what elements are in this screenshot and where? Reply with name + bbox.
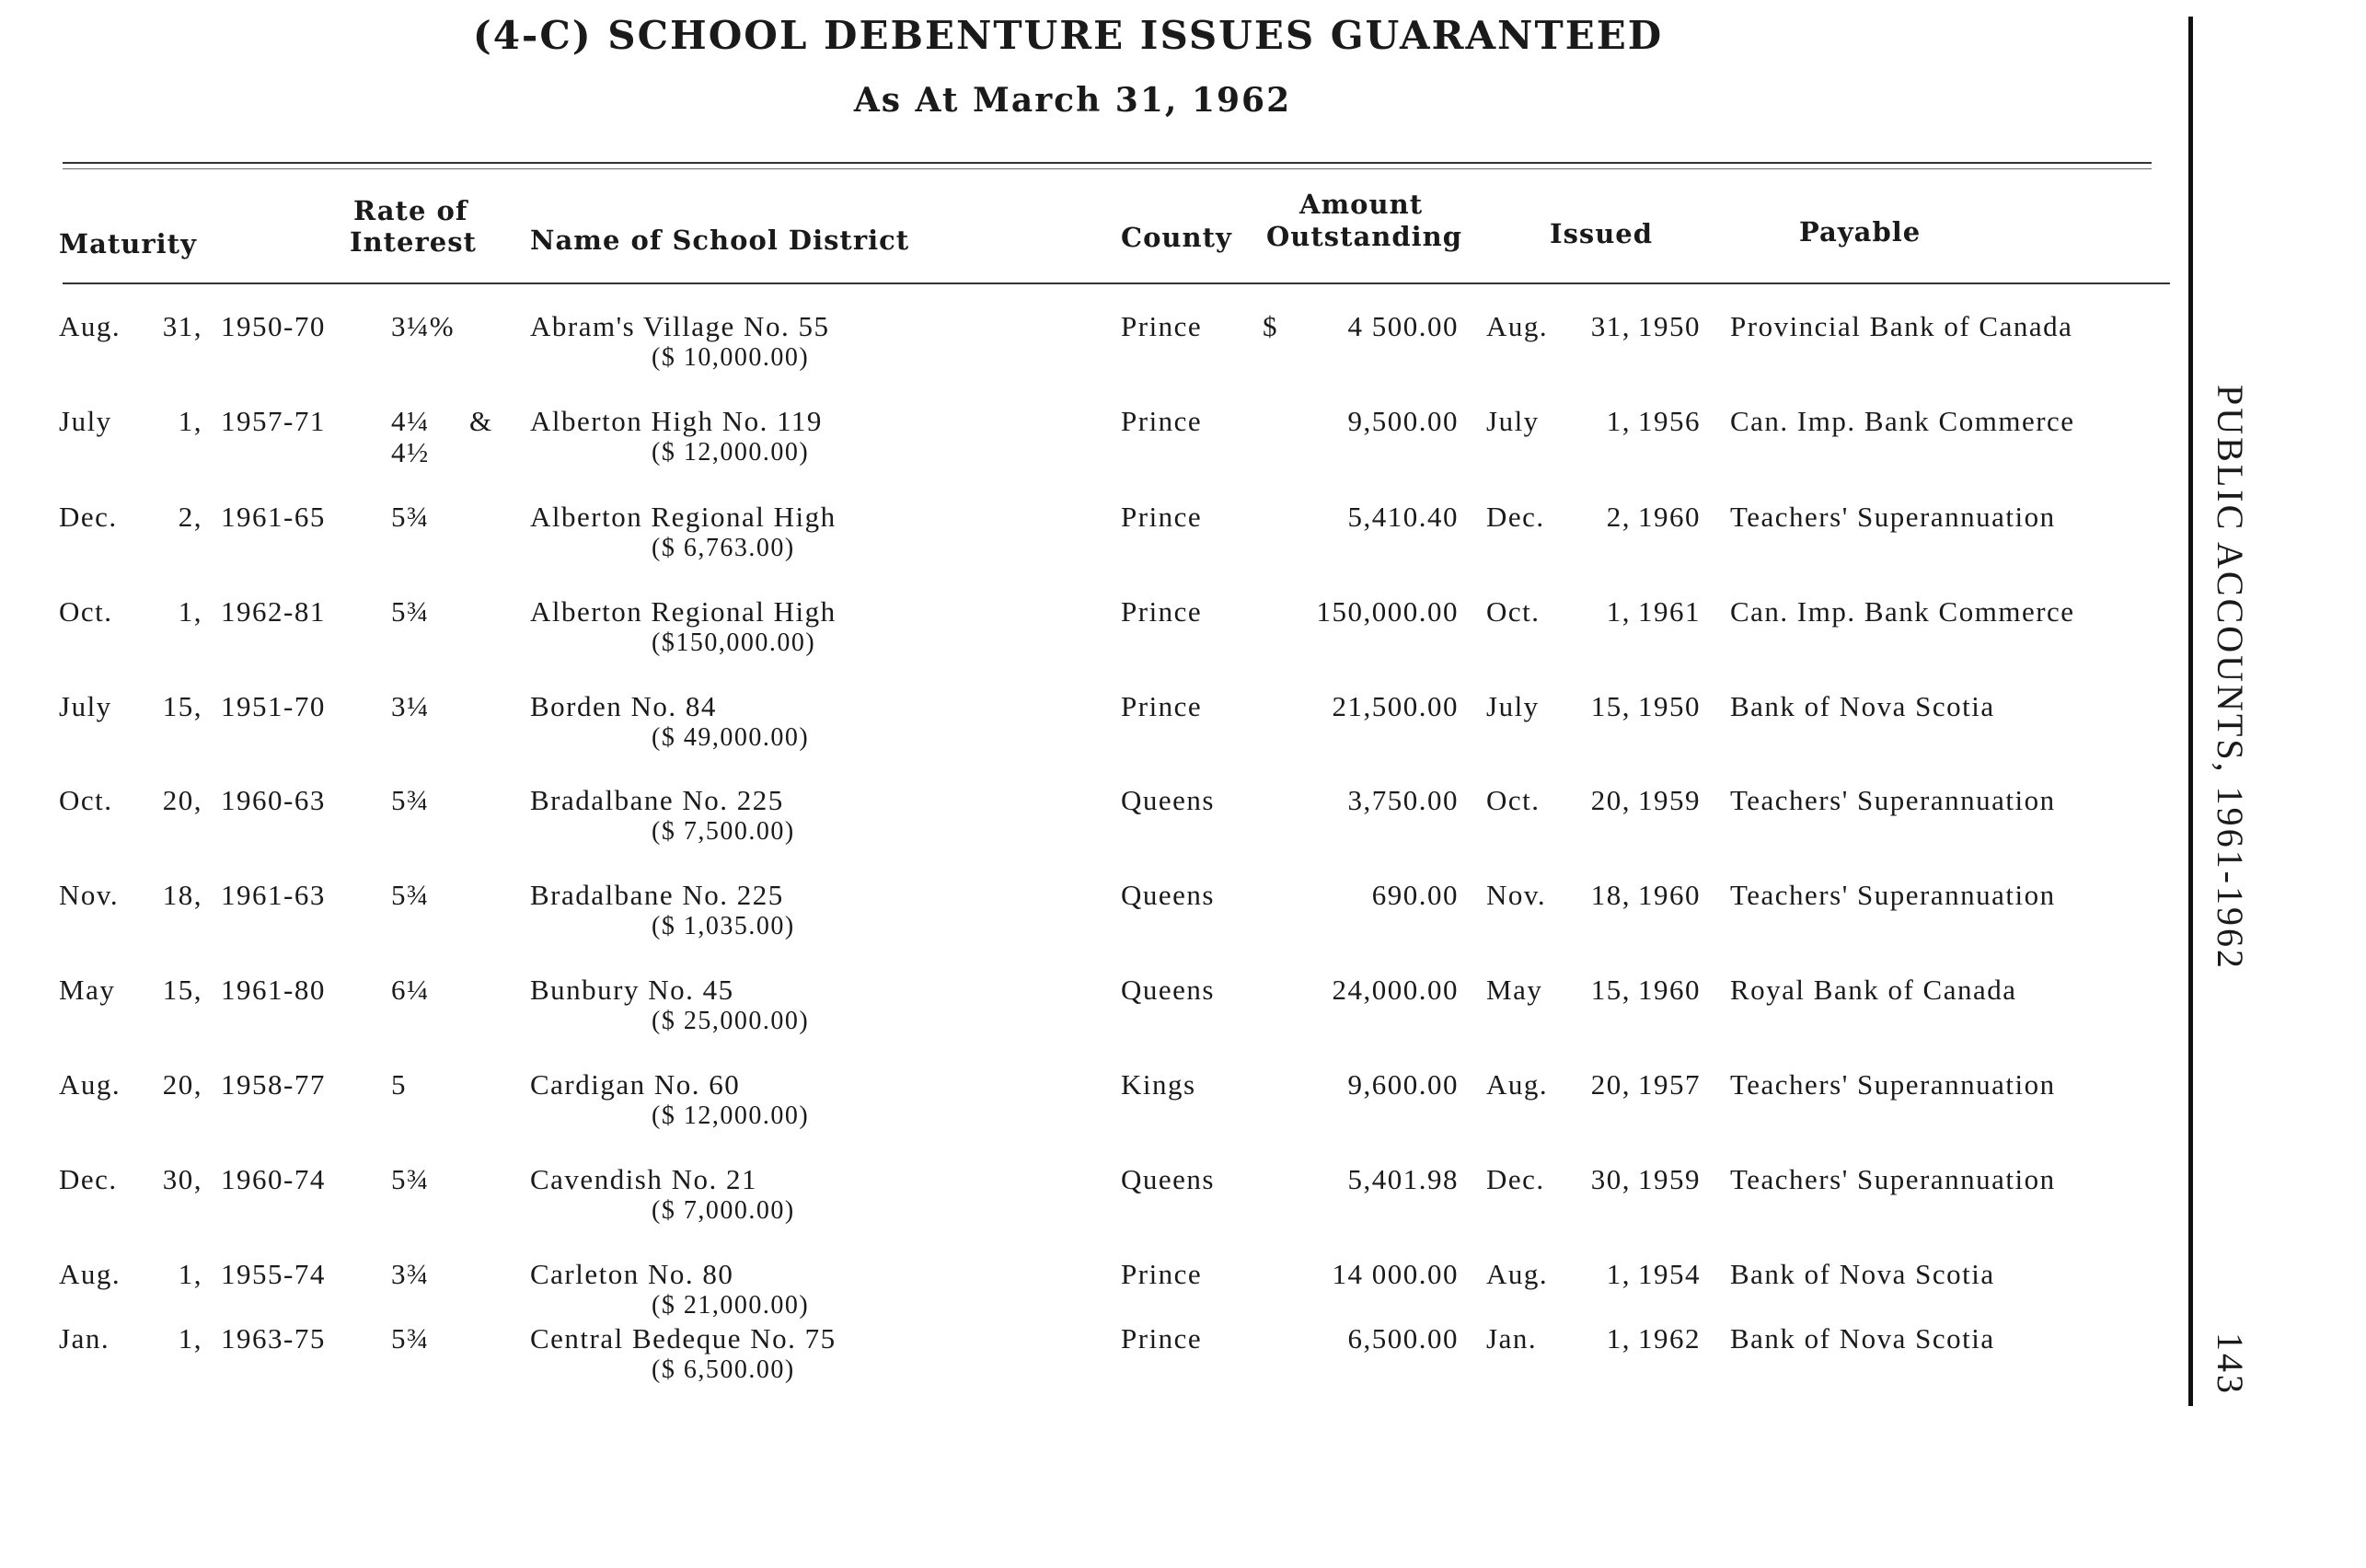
school-district-name: Cardigan No. 60 (530, 1068, 741, 1101)
issued-year: 1950 (1638, 310, 1701, 342)
maturity-day: 18, (162, 879, 202, 911)
amount-outstanding: 14 000.00 (1332, 1258, 1459, 1290)
issued-month: July (1486, 405, 1540, 437)
issued-year: 1956 (1638, 405, 1701, 437)
issued-month: Oct. (1486, 595, 1541, 628)
maturity-day: 20, (162, 1068, 202, 1101)
county: Queens (1121, 1163, 1215, 1195)
interest-rate: 5¾ (391, 501, 430, 533)
issued-day: 30, (1590, 1163, 1631, 1195)
payable-at: Bank of Nova Scotia (1730, 1258, 1995, 1290)
issued-month: Dec. (1486, 501, 1545, 533)
original-issue-amount: ($ 49,000.00) (652, 723, 810, 752)
maturity-month: July (59, 405, 112, 437)
amount-outstanding: 6,500.00 (1347, 1322, 1459, 1355)
issued-month: Aug. (1486, 1258, 1549, 1290)
page-subtitle: As At March 31, 1962 (853, 81, 1292, 120)
top-rule (63, 162, 2152, 164)
interest-rate: 3¾ (391, 1258, 430, 1290)
maturity-day: 1, (178, 405, 202, 437)
maturity-month: Oct. (59, 784, 113, 816)
school-district-name: Carleton No. 80 (530, 1258, 734, 1290)
interest-rate: 3¼ (391, 690, 430, 722)
maturity-month: May (59, 974, 116, 1006)
school-district-name: Bunbury No. 45 (530, 974, 734, 1006)
issued-year: 1961 (1638, 595, 1701, 628)
school-district-name: Alberton Regional High (530, 501, 837, 533)
county: Queens (1121, 784, 1215, 816)
rate-ampersand: & (469, 405, 493, 437)
county: Prince (1121, 1258, 1203, 1290)
interest-rate: 3¼% (391, 310, 456, 342)
maturity-day: 15, (162, 690, 202, 722)
school-district-name: Borden No. 84 (530, 690, 717, 722)
payable-at: Royal Bank of Canada (1730, 974, 2017, 1006)
school-district-name: Abram's Village No. 55 (530, 310, 830, 342)
maturity-years: 1950-70 (221, 310, 326, 342)
issued-month: Jan. (1486, 1322, 1538, 1355)
issued-month: Dec. (1486, 1163, 1545, 1195)
payable-at: Teachers' Superannuation (1730, 1068, 2056, 1101)
interest-rate: 5¾ (391, 784, 430, 816)
issued-day: 1, (1606, 405, 1631, 437)
header-rate-line2: Interest (350, 226, 477, 258)
payable-at: Teachers' Superannuation (1730, 501, 2056, 533)
amount-outstanding: 150,000.00 (1316, 595, 1459, 628)
issued-day: 1, (1606, 1258, 1631, 1290)
interest-rate-alternate: 4½ (391, 436, 430, 468)
issued-day: 1, (1606, 1322, 1631, 1355)
issued-month: Oct. (1486, 784, 1541, 816)
maturity-month: Dec. (59, 1163, 118, 1195)
original-issue-amount: ($ 21,000.00) (652, 1291, 810, 1320)
interest-rate: 6¼ (391, 974, 430, 1006)
payable-at: Can. Imp. Bank Commerce (1730, 405, 2075, 437)
maturity-years: 1958-77 (221, 1068, 326, 1101)
issued-day: 2, (1606, 501, 1631, 533)
school-district-name: Central Bedeque No. 75 (530, 1322, 837, 1355)
maturity-day: 1, (178, 595, 202, 628)
interest-rate: 5 (391, 1068, 407, 1101)
issued-year: 1950 (1638, 690, 1701, 722)
amount-outstanding: 9,500.00 (1347, 405, 1459, 437)
header-rule (63, 282, 2170, 284)
header-maturity: Maturity (59, 228, 197, 259)
maturity-years: 1961-63 (221, 879, 326, 911)
amount-outstanding: 3,750.00 (1347, 784, 1459, 816)
issued-month: July (1486, 690, 1540, 722)
issued-month: Nov. (1486, 879, 1547, 911)
issued-year: 1962 (1638, 1322, 1701, 1355)
maturity-month: July (59, 690, 112, 722)
header-district: Name of School District (530, 225, 910, 256)
issued-year: 1954 (1638, 1258, 1701, 1290)
school-district-name: Alberton Regional High (530, 595, 837, 628)
amount-outstanding: 9,600.00 (1347, 1068, 1459, 1101)
amount-outstanding: 24,000.00 (1332, 974, 1459, 1006)
maturity-years: 1961-65 (221, 501, 326, 533)
issued-day: 15, (1590, 690, 1631, 722)
maturity-years: 1957-71 (221, 405, 326, 437)
amount-outstanding: 690.00 (1371, 879, 1459, 911)
original-issue-amount: ($ 6,763.00) (652, 534, 795, 562)
county: Queens (1121, 879, 1215, 911)
issued-year: 1959 (1638, 1163, 1701, 1195)
county: Prince (1121, 690, 1203, 722)
original-issue-amount: ($ 25,000.00) (652, 1007, 810, 1035)
maturity-years: 1963-75 (221, 1322, 326, 1355)
right-border-line (2188, 17, 2193, 1406)
maturity-years: 1955-74 (221, 1258, 326, 1290)
interest-rate: 4¼ (391, 405, 430, 437)
maturity-day: 15, (162, 974, 202, 1006)
payable-at: Provincial Bank of Canada (1730, 310, 2073, 342)
payable-at: Can. Imp. Bank Commerce (1730, 595, 2075, 628)
page-number: 143 (2210, 1332, 2251, 1396)
original-issue-amount: ($150,000.00) (652, 628, 816, 657)
issued-year: 1960 (1638, 974, 1701, 1006)
top-rule-second (63, 168, 2152, 169)
maturity-day: 31, (162, 310, 202, 342)
header-issued: Issued (1550, 218, 1654, 249)
maturity-day: 20, (162, 784, 202, 816)
issued-year: 1957 (1638, 1068, 1701, 1101)
interest-rate: 5¾ (391, 1322, 430, 1355)
maturity-month: Aug. (59, 1258, 121, 1290)
county: Prince (1121, 405, 1203, 437)
original-issue-amount: ($ 10,000.00) (652, 343, 810, 372)
issued-month: Aug. (1486, 310, 1549, 342)
original-issue-amount: ($ 7,000.00) (652, 1196, 795, 1225)
county: Prince (1121, 595, 1203, 628)
issued-day: 20, (1590, 784, 1631, 816)
maturity-years: 1960-74 (221, 1163, 326, 1195)
maturity-month: Dec. (59, 501, 118, 533)
issued-day: 15, (1590, 974, 1631, 1006)
payable-at: Teachers' Superannuation (1730, 784, 2056, 816)
issued-day: 1, (1606, 595, 1631, 628)
page-title: (4-C) SCHOOL DEBENTURE ISSUES GUARANTEED (472, 13, 1664, 58)
amount-outstanding: 4 500.00 (1347, 310, 1459, 342)
issued-day: 31, (1590, 310, 1631, 342)
issued-year: 1960 (1638, 879, 1701, 911)
maturity-years: 1962-81 (221, 595, 326, 628)
school-district-name: Cavendish No. 21 (530, 1163, 758, 1195)
county: Kings (1121, 1068, 1196, 1101)
side-running-head (2209, 385, 2249, 1397)
amount-outstanding: 5,401.98 (1347, 1163, 1459, 1195)
issued-day: 18, (1590, 879, 1631, 911)
maturity-years: 1960-63 (221, 784, 326, 816)
school-district-name: Bradalbane No. 225 (530, 784, 784, 816)
issued-day: 20, (1590, 1068, 1631, 1101)
issued-month: Aug. (1486, 1068, 1549, 1101)
payable-at: Bank of Nova Scotia (1730, 1322, 1995, 1355)
county: Prince (1121, 501, 1203, 533)
interest-rate: 5¾ (391, 595, 430, 628)
interest-rate: 5¾ (391, 879, 430, 911)
maturity-day: 1, (178, 1258, 202, 1290)
original-issue-amount: ($ 1,035.00) (652, 912, 795, 940)
issued-year: 1959 (1638, 784, 1701, 816)
county: Prince (1121, 1322, 1203, 1355)
amount-outstanding: 21,500.00 (1332, 690, 1459, 722)
county: Prince (1121, 310, 1203, 342)
header-county: County (1121, 222, 1232, 253)
maturity-day: 30, (162, 1163, 202, 1195)
maturity-month: Nov. (59, 879, 120, 911)
maturity-day: 2, (178, 501, 202, 533)
original-issue-amount: ($ 12,000.00) (652, 1101, 810, 1130)
school-district-name: Alberton High No. 119 (530, 405, 823, 437)
header-payable: Payable (1799, 216, 1922, 248)
payable-at: Bank of Nova Scotia (1730, 690, 1995, 722)
issued-month: May (1486, 974, 1543, 1006)
maturity-month: Aug. (59, 310, 121, 342)
maturity-years: 1961-80 (221, 974, 326, 1006)
maturity-month: Aug. (59, 1068, 121, 1101)
interest-rate: 5¾ (391, 1163, 430, 1195)
payable-at: Teachers' Superannuation (1730, 879, 2056, 911)
issued-year: 1960 (1638, 501, 1701, 533)
payable-at: Teachers' Superannuation (1730, 1163, 2056, 1195)
side-title: PUBLIC ACCOUNTS, 1961-1962 (2210, 385, 2251, 971)
maturity-day: 1, (178, 1322, 202, 1355)
header-amount-line2: Outstanding (1266, 221, 1462, 252)
maturity-month: Jan. (59, 1322, 110, 1355)
dollar-sign: $ (1263, 310, 1278, 342)
header-amount-line1: Amount (1299, 189, 1424, 220)
maturity-years: 1951-70 (221, 690, 326, 722)
school-district-name: Bradalbane No. 225 (530, 879, 784, 911)
original-issue-amount: ($ 7,500.00) (652, 817, 795, 846)
header-rate-line1: Rate of (353, 195, 468, 226)
amount-outstanding: 5,410.40 (1347, 501, 1459, 533)
maturity-month: Oct. (59, 595, 113, 628)
county: Queens (1121, 974, 1215, 1006)
original-issue-amount: ($ 6,500.00) (652, 1355, 795, 1384)
original-issue-amount: ($ 12,000.00) (652, 438, 810, 467)
